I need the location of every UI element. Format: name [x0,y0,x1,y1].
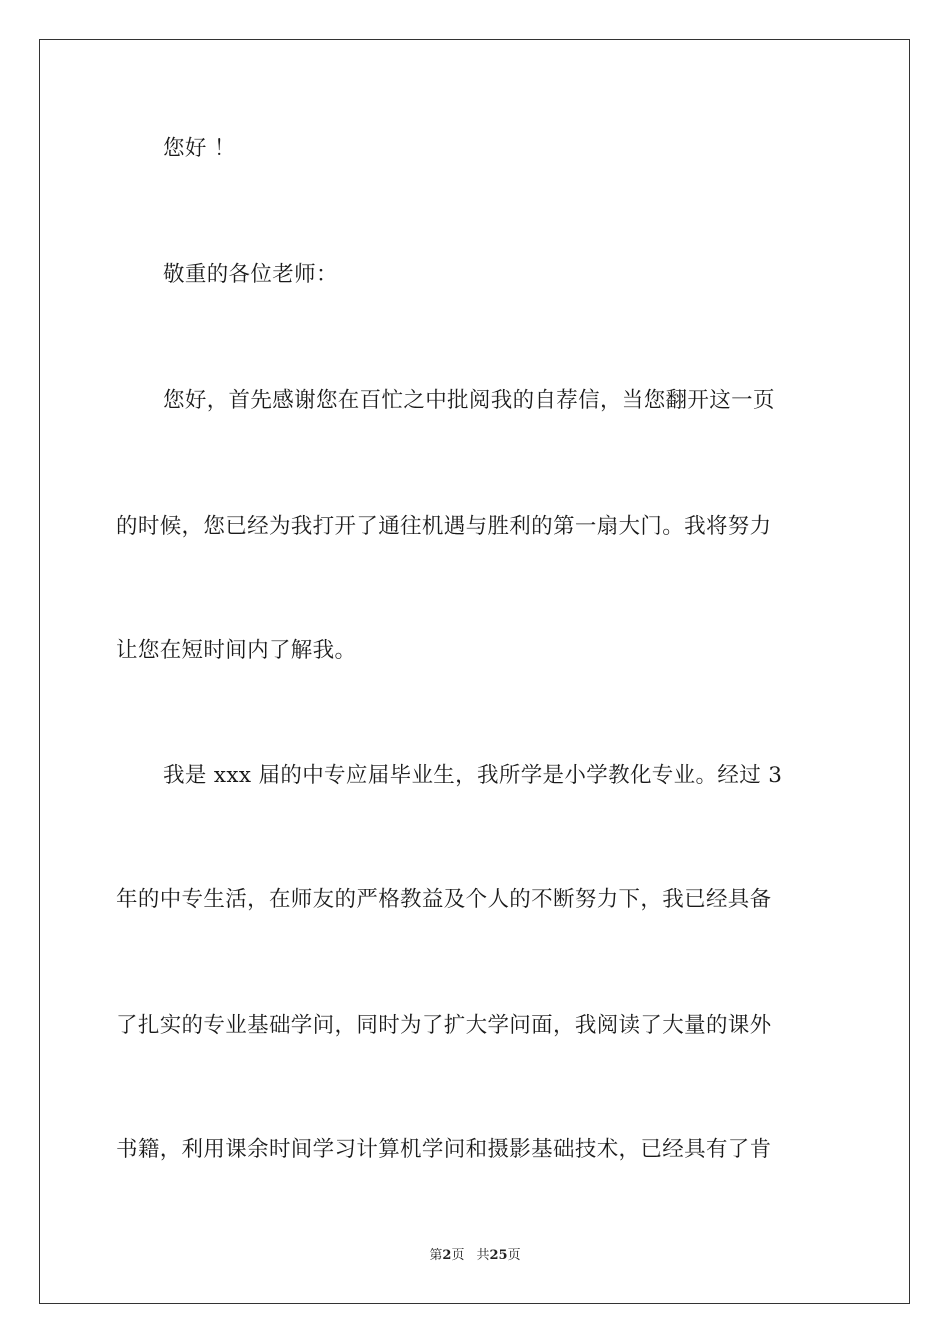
total-suffix: 页 [507,1248,521,1263]
salutation-addressee: 敬重的各位老师： [163,262,338,287]
page-border [39,39,910,1304]
salutation-greeting: 您好 ！ [163,136,236,161]
paragraph-line: 的时候，您已经为我打开了通往机遇与胜利的第一扇大门。我将努力 [116,514,772,539]
paragraph-line: 了扎实的专业基础学问，同时为了扩大学问面，我阅读了大量的课外 [116,1013,772,1038]
page-number: 2 [442,1248,452,1263]
total-prefix: 共 [476,1248,490,1263]
page-footer [0,1247,950,1265]
page-prefix: 第 [429,1248,443,1263]
page-suffix: 页 [451,1248,465,1263]
total-pages: 25 [489,1248,508,1263]
paragraph-line: 我是 xxx 届的中专应届毕业生，我所学是小学教化专业。经过 3 [163,763,783,788]
paragraph-line: 书籍，利用课余时间学习计算机学问和摄影基础技术，已经具有了肯 [116,1137,772,1162]
paragraph-line: 年的中专生活，在师友的严格教益及个人的不断努力下，我已经具备 [116,887,772,912]
paragraph-line: 您好，首先感谢您在百忙之中批阅我的自荐信，当您翻开这一页 [163,388,775,413]
paragraph-line: 让您在短时间内了解我。 [116,638,357,663]
